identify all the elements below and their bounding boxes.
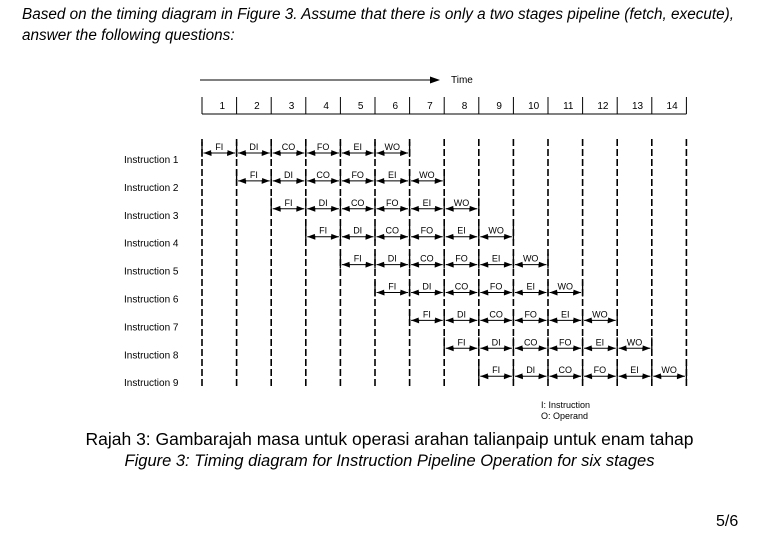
stage-arrow-left-head — [446, 234, 454, 240]
stage-arrow-right-head — [435, 262, 443, 268]
stage-arrow-right-head — [573, 373, 581, 379]
time-slot-label: 7 — [427, 101, 433, 112]
instruction-label: Instruction 4 — [124, 238, 179, 250]
stage-label-di: DI — [353, 225, 363, 236]
stage-label-ei: EI — [491, 253, 501, 264]
stage-arrow-left-head — [238, 150, 246, 156]
stage-arrow-left-head — [515, 345, 523, 351]
stage-arrow-left-head — [411, 290, 419, 296]
stage-arrow-left-head — [307, 234, 315, 240]
stage-label-wo: WO — [592, 309, 608, 320]
stage-arrow-left-head — [584, 317, 592, 323]
stage-arrow-left-head — [411, 317, 419, 323]
stage-arrow-right-head — [262, 150, 270, 156]
stage-arrow-right-head — [400, 262, 408, 268]
stage-label-fo: FO — [386, 197, 399, 208]
stage-label-co: CO — [420, 253, 434, 264]
stage-arrow-right-head — [608, 373, 616, 379]
stage-label-ei: EI — [630, 365, 639, 376]
instruction-label: Instruction 6 — [124, 294, 179, 306]
stage-label-wo: WO — [522, 253, 539, 264]
stage-arrow-left-head — [377, 262, 385, 268]
instruction-label: Instruction 7 — [124, 322, 179, 334]
stage-arrow-right-head — [435, 317, 443, 323]
stage-label-fo: FO — [593, 365, 607, 376]
stage-arrow-right-head — [296, 178, 304, 184]
stage-label-di: DI — [491, 337, 501, 348]
stage-label-fo: FO — [351, 169, 364, 180]
stage-arrow-left-head — [446, 317, 454, 323]
time-slot-label: 2 — [254, 101, 260, 112]
instruction-label: Instruction 8 — [124, 350, 179, 362]
stage-label-fi: FI — [215, 142, 224, 152]
stage-arrow-right-head — [608, 317, 616, 323]
stage-label-co: CO — [350, 197, 365, 208]
time-slot-label: 9 — [496, 101, 502, 112]
stage-label-co: CO — [454, 281, 469, 292]
stage-arrow-left-head — [377, 234, 385, 240]
stage-arrow-left-head — [446, 290, 454, 296]
stage-arrow-right-head — [504, 234, 512, 240]
legend-entry: I: Instruction — [541, 400, 591, 410]
stage-arrow-right-head — [469, 262, 477, 268]
stage-arrow-left-head — [204, 150, 212, 156]
stage-label-wo: WO — [453, 197, 470, 208]
stage-arrow-left-head — [377, 150, 385, 156]
stage-label-wo: WO — [419, 169, 435, 180]
stage-arrow-right-head — [400, 206, 408, 212]
stage-arrow-left-head — [480, 345, 488, 351]
stage-label-co: CO — [489, 309, 503, 320]
stage-label-fi: FI — [492, 365, 501, 376]
stage-arrow-left-head — [480, 317, 488, 323]
stage-label-fo: FO — [524, 309, 537, 320]
stage-label-co: CO — [281, 142, 296, 152]
stage-arrow-left-head — [307, 178, 315, 184]
stage-arrow-left-head — [411, 206, 419, 212]
stage-arrow-left-head — [550, 373, 558, 379]
stage-arrow-right-head — [331, 150, 339, 156]
stage-label-wo: WO — [384, 142, 401, 152]
stage-arrow-right-head — [504, 317, 512, 323]
time-slot-label: 14 — [666, 101, 678, 112]
stage-arrow-left-head — [480, 373, 488, 379]
time-slot-label: 12 — [597, 101, 609, 112]
stage-arrow-right-head — [400, 150, 408, 156]
stage-arrow-right-head — [677, 373, 685, 379]
stage-arrow-right-head — [573, 345, 581, 351]
time-arrow-head — [430, 77, 440, 84]
stage-label-di: DI — [249, 142, 259, 152]
stage-arrow-right-head — [504, 345, 512, 351]
stage-arrow-right-head — [504, 262, 512, 268]
stage-arrow-left-head — [480, 290, 488, 296]
stage-arrow-right-head — [331, 206, 339, 212]
stage-label-co: CO — [558, 365, 573, 376]
stage-arrow-right-head — [608, 345, 616, 351]
stage-arrow-right-head — [539, 317, 547, 323]
stage-arrow-right-head — [539, 290, 547, 296]
time-slot-label: 3 — [288, 101, 295, 112]
stage-arrow-left-head — [307, 206, 315, 212]
question-text: Based on the timing diagram in Figure 3. Assume that there is only a two stages pipeline (fetch, execute), answer the following questions: — [22, 6, 734, 44]
stage-arrow-right-head — [366, 206, 374, 212]
stage-arrow-left-head — [307, 150, 315, 156]
stage-arrow-left-head — [550, 345, 558, 351]
stage-arrow-right-head — [469, 317, 477, 323]
page-number: 5/6 — [716, 513, 739, 530]
stage-label-di: DI — [457, 309, 466, 320]
stage-arrow-left-head — [273, 150, 281, 156]
stage-label-ei: EI — [561, 309, 570, 320]
figure-caption-malay: Rajah 3: Gambarajah masa untuk operasi arahan talianpaip untuk enam tahap — [85, 429, 694, 449]
time-slot-label: 5 — [357, 101, 364, 112]
stage-arrow-left-head — [653, 373, 661, 379]
stage-arrow-right-head — [469, 206, 477, 212]
stage-arrow-left-head — [480, 234, 488, 240]
stage-arrow-right-head — [539, 373, 547, 379]
stage-arrow-left-head — [342, 206, 350, 212]
stage-label-fi: FI — [249, 169, 258, 180]
stage-arrow-right-head — [469, 234, 477, 240]
stage-label-di: DI — [284, 169, 293, 180]
stage-arrow-left-head — [619, 373, 627, 379]
stage-label-co: CO — [523, 337, 538, 348]
stage-label-fo: FO — [455, 253, 468, 264]
stage-arrow-left-head — [411, 178, 419, 184]
stage-label-fi: FI — [388, 281, 397, 292]
stage-arrow-left-head — [446, 206, 454, 212]
stage-arrow-right-head — [331, 178, 339, 184]
stage-arrow-left-head — [446, 262, 454, 268]
instruction-label: Instruction 2 — [124, 182, 179, 194]
stage-arrow-right-head — [435, 234, 443, 240]
stage-arrow-right-head — [573, 317, 581, 323]
stage-arrow-left-head — [411, 262, 419, 268]
stage-arrow-right-head — [262, 178, 270, 184]
stage-arrow-left-head — [515, 290, 523, 296]
stage-arrow-right-head — [504, 290, 512, 296]
stage-label-fo: FO — [489, 281, 503, 292]
stage-label-ei: EI — [422, 197, 432, 208]
time-slot-label: 8 — [461, 101, 468, 112]
time-slot-label: 10 — [528, 101, 540, 112]
stage-arrow-left-head — [273, 206, 281, 212]
instruction-label: Instruction 1 — [124, 155, 179, 166]
stage-arrow-left-head — [619, 345, 627, 351]
stage-label-fi: FI — [422, 309, 431, 320]
stage-label-wo: WO — [661, 365, 677, 376]
stage-label-ei: EI — [388, 169, 397, 180]
stage-arrow-right-head — [469, 345, 477, 351]
stage-arrow-left-head — [446, 345, 454, 351]
stage-label-fo: FO — [559, 337, 572, 348]
stage-arrow-right-head — [400, 290, 408, 296]
time-slot-label: 1 — [219, 101, 226, 112]
stage-arrow-left-head — [342, 234, 350, 240]
stage-label-ei: EI — [595, 337, 605, 348]
time-slot-label: 4 — [323, 101, 329, 112]
stage-arrow-left-head — [584, 345, 592, 351]
stage-label-wo: WO — [557, 281, 574, 292]
stage-arrow-left-head — [342, 178, 350, 184]
stage-arrow-left-head — [411, 234, 419, 240]
stage-label-ei: EI — [353, 142, 362, 152]
stage-arrow-right-head — [366, 234, 374, 240]
stage-arrow-left-head — [238, 178, 246, 184]
stage-arrow-left-head — [550, 317, 558, 323]
stage-label-ei: EI — [457, 225, 466, 236]
stage-arrow-right-head — [504, 373, 512, 379]
stage-arrow-right-head — [469, 290, 477, 296]
stage-arrow-left-head — [377, 290, 385, 296]
stage-arrow-right-head — [539, 345, 547, 351]
stage-label-wo: WO — [488, 225, 504, 236]
stage-label-di: DI — [422, 281, 432, 292]
stage-arrow-left-head — [515, 262, 523, 268]
stage-label-di: DI — [387, 253, 397, 264]
stage-label-wo: WO — [626, 337, 643, 348]
stage-label-fi: FI — [457, 337, 466, 348]
stage-label-fi: FI — [353, 253, 362, 264]
stage-arrow-right-head — [366, 262, 374, 268]
stage-label-fo: FO — [316, 142, 330, 152]
time-slot-label: 6 — [392, 101, 399, 112]
stage-label-ei: EI — [526, 281, 535, 292]
stage-arrow-right-head — [296, 206, 304, 212]
stage-arrow-right-head — [296, 150, 304, 156]
stage-arrow-right-head — [366, 178, 374, 184]
stage-label-di: DI — [526, 365, 536, 376]
stage-arrow-right-head — [642, 345, 650, 351]
stage-arrow-left-head — [515, 317, 523, 323]
legend-entry: O: Operand — [541, 411, 589, 421]
stage-label-di: DI — [318, 197, 328, 208]
instruction-label: Instruction 5 — [124, 266, 179, 278]
time-label: Time — [451, 75, 473, 86]
stage-label-fi: FI — [284, 197, 293, 208]
time-slot-label: 13 — [631, 101, 644, 112]
stage-arrow-left-head — [377, 206, 385, 212]
stage-arrow-left-head — [550, 290, 558, 296]
time-slot-label: 11 — [563, 101, 574, 112]
stage-label-co: CO — [316, 169, 330, 180]
stage-label-fi: FI — [319, 225, 328, 236]
stage-arrow-right-head — [400, 234, 408, 240]
stage-arrow-left-head — [584, 373, 592, 379]
stage-arrow-left-head — [377, 178, 385, 184]
stage-arrow-left-head — [515, 373, 523, 379]
stage-arrow-right-head — [573, 290, 581, 296]
stage-arrow-right-head — [435, 290, 443, 296]
stage-arrow-left-head — [480, 262, 488, 268]
stage-arrow-right-head — [331, 234, 339, 240]
stage-arrow-left-head — [342, 262, 350, 268]
stage-arrow-left-head — [273, 178, 281, 184]
stage-arrow-right-head — [435, 206, 443, 212]
instruction-label: Instruction 9 — [124, 378, 179, 390]
stage-arrow-right-head — [642, 373, 650, 379]
stage-arrow-right-head — [400, 178, 408, 184]
stage-label-fo: FO — [420, 225, 434, 236]
instruction-label: Instruction 3 — [124, 210, 179, 222]
stage-arrow-left-head — [342, 150, 350, 156]
stage-arrow-right-head — [227, 150, 235, 156]
stage-arrow-right-head — [539, 262, 547, 268]
stage-arrow-right-head — [366, 150, 374, 156]
stage-label-co: CO — [385, 225, 400, 236]
stage-arrow-right-head — [435, 178, 443, 184]
figure-caption-english: Figure 3: Timing diagram for Instruction Pipeline Operation for six stages — [124, 452, 655, 470]
